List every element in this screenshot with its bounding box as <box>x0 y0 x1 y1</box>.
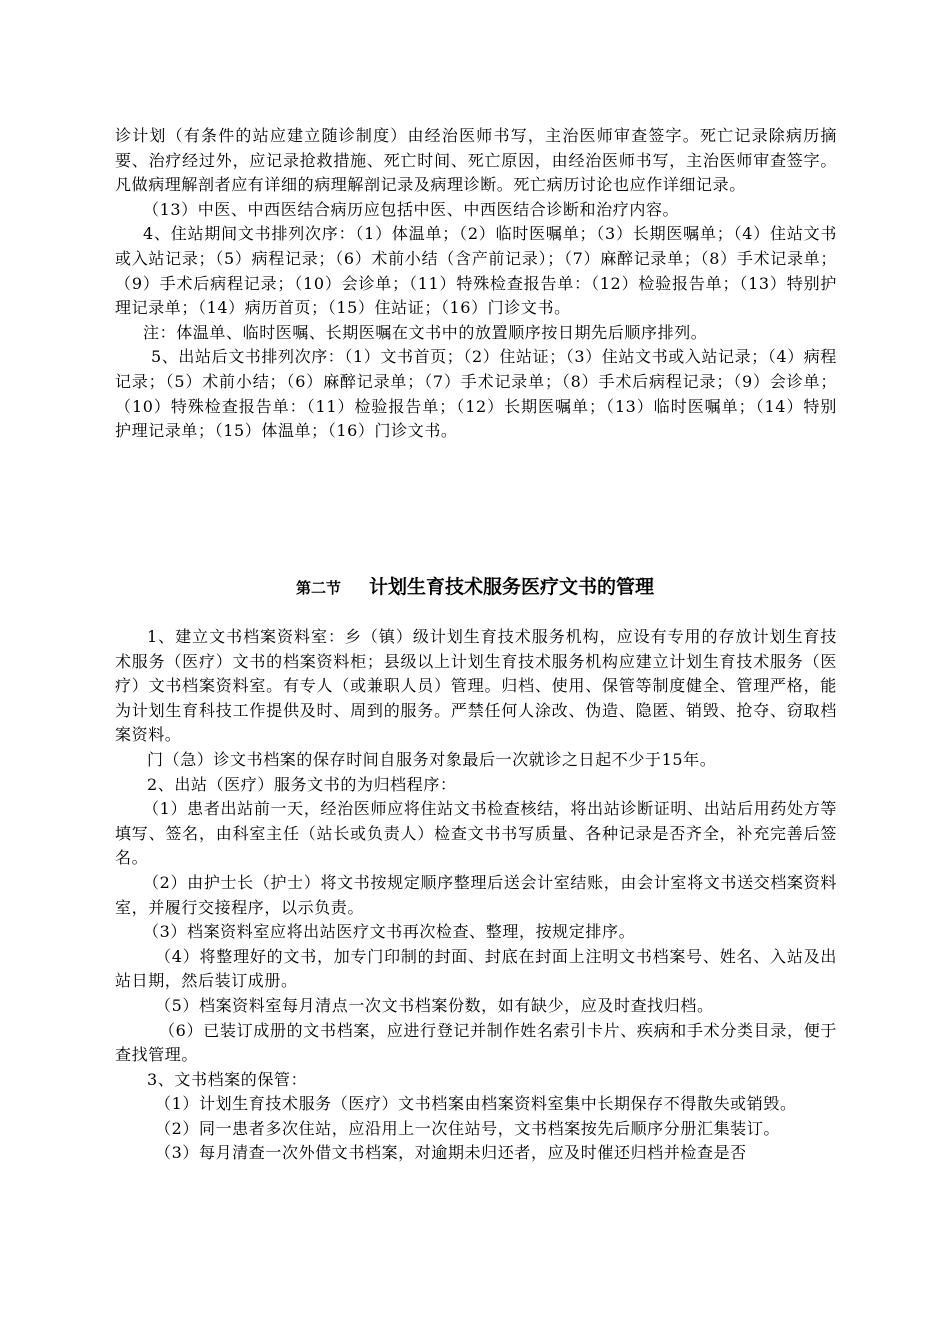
paragraph-step-1: （1）患者出站前一天，经治医师应将住站文书检查核结，将出站诊断证明、出站后用药处方等填写、签名，由科室主任（站长或负责人）检查文书书写质量、各种记录是否齐全，补充完善后签名。 <box>115 799 837 868</box>
section-number: 第二节 <box>295 579 341 597</box>
section-2-body <box>115 625 837 1166</box>
paragraph-note: 注：体温单、临时医嘱、长期医嘱在文书中的放置顺序按日期先后顺序排列。 <box>143 322 708 342</box>
paragraph-storage-3: （3）每月清查一次外借文书档案，对逾期未归还者，应及时催还归档并检查是否 <box>155 1143 747 1163</box>
paragraph-inpatient-order: 4、住站期间文书排列次序：（1）体温单；（2）临时医嘱单；（3）长期医嘱单；（4）住站文书或入站记录；（5）病程记录；（6）术前小结（含产前记录）；（7）麻醉记录单；（8）手术记录单；（9）手术后病程记录；（10）会诊单；（11）特殊检查报告单：（12）检验报告单；（13）特别护理记录单；（14）病历首页；（15）住站证；（16）门诊文书。 <box>115 224 837 318</box>
paragraph-storage: 3、文书档案的保管： <box>147 1069 308 1089</box>
section-heading <box>0 572 950 603</box>
paragraph-filing-procedure: 2、出站（医疗）服务文书的为归档程序： <box>147 774 457 794</box>
paragraph-retention-period: 门（急）诊文书档案的保存时间自服务对象最后一次就诊之日起不少于15年。 <box>147 749 717 769</box>
section-title: 计划生育技术服务医疗文书的管理 <box>369 576 655 598</box>
paragraph-step-2: （2）由护士长（护士）将文书按规定顺序整理后送会计室结账，由会计室将文书送交档案资料室，并履行交接程序，以示负责。 <box>115 872 837 917</box>
paragraph-discharge-order: 5、出站后文书排列次序：（1）文书首页；（2）住站证；（3）住站文书或入站记录；（4）病程记录；（5）术前小结；（6）麻醉记录单；（7）手术记录单；（8）手术后病程记录；（9）会诊单；（10）特殊检查报告单：（11）检验报告单；（12）长期医嘱单；（13）临时医嘱单；（14）特别护理记录单；（15）体温单；（16）门诊文书。 <box>115 347 837 441</box>
paragraph-item-13-tcm: （13）中医、中西医结合病历应包括中医、中西医结合诊断和治疗内容。 <box>143 199 680 219</box>
paragraph-step-3: （3）档案资料室应将出站医疗文书再次检查、整理，按规定排序。 <box>143 922 636 942</box>
section-1-body <box>115 124 837 444</box>
paragraph-step-6: （6）已装订成册的文书档案，应进行登记并制作姓名索引卡片、疾病和手术分类目录，便于查找管理。 <box>115 1020 837 1065</box>
paragraph-archive-room: 1、建立文书档案资料室：乡（镇）级计划生育技术服务机构，应设有专用的存放计划生育技术服务（医疗）文书的档案资料柜；县级以上计划生育技术服务机构应建立计划生育技术服务（医疗）文书档案资料室。有专人（或兼职人员）管理。归档、使用、保管等制度健全、管理严格，能为计划生育科技工作提供及时、周到的服务。严禁任何人涂改、伪造、隐匿、销毁、抢夺、窃取档案资料。 <box>115 627 837 745</box>
paragraph-storage-2: （2）同一患者多次住站，应沿用上一次住站号，文书档案按先后顺序分册汇集装订。 <box>155 1118 780 1138</box>
paragraph-step-4: （4）将整理好的文书，加专门印制的封面、封底在封面上注明文书档案号、姓名、入站及出站日期，然后装订成册。 <box>115 946 837 991</box>
paragraph-death-record: 诊计划（有条件的站应建立随诊制度）由经治医师书写，主治医师审查签字。死亡记录除病历摘要、治疗经过外，应记录抢救措施、死亡时间、死亡原因，由经治医师书写，主治医师审查签字。凡做病理解剖者应有详细的病理解剖记录及病理诊断。死亡病历讨论也应作详细记录。 <box>115 126 837 195</box>
paragraph-step-5: （5）档案资料室每月清点一次文书档案份数，如有缺少，应及时查找归档。 <box>155 995 714 1015</box>
paragraph-storage-1: （1）计划生育技术服务（医疗）文书档案由档案资料室集中长期保存不得散失或销毁。 <box>155 1094 797 1114</box>
